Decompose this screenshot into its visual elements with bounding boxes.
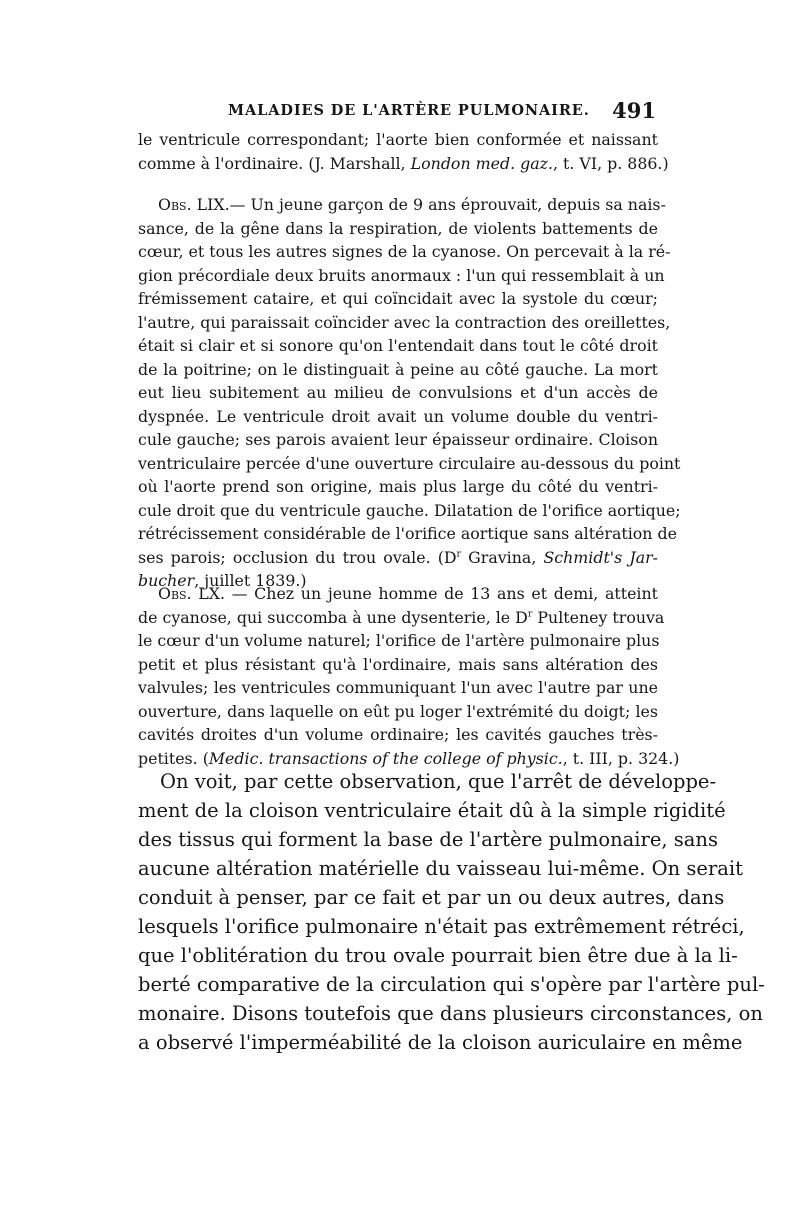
text-line: valvules; les ventricules communiquant l'un avec l'autre par une xyxy=(138,678,658,697)
observation-label: Obs. LIX. xyxy=(158,195,230,214)
discussion-paragraph xyxy=(138,767,765,1057)
text-line xyxy=(138,582,658,606)
text-line: frémissement cataire, et qui coïncidait avec la systole du cœur; xyxy=(138,289,658,308)
journal-citation: Schmidt's Jar- xyxy=(543,547,658,567)
text-line: conduit à penser, par ce fait et par un ou deux autres, dans xyxy=(138,886,725,909)
page-number: 491 xyxy=(612,98,656,123)
text-fragment: de cyanose, qui succomba à une dysenterie, le D xyxy=(138,607,528,627)
doctor-superscript: r xyxy=(527,608,533,620)
observation-label: Obs. LX. xyxy=(158,584,226,603)
text-line: de la poitrine; on le distinguait à peine au côté gauche. La mort xyxy=(138,359,658,379)
text-fragment: — Un jeune garçon de 9 ans éprouvait, depuis sa nais- xyxy=(229,195,666,214)
text-fragment: Pulteney trouva xyxy=(532,607,665,627)
text-line: rétrécissement considérable de l'orifice aortique sans altération de xyxy=(138,524,677,543)
observation-59 xyxy=(138,193,681,593)
text-line xyxy=(138,606,665,630)
text-fragment: petites. ( xyxy=(138,748,209,768)
citation-tail: , t. III, p. 324.) xyxy=(562,748,680,768)
text-line: cule droit que du ventricule gauche. Dilatation de l'orifice aortique; xyxy=(138,500,681,520)
text-line: aucune altération matérielle du vaisseau lui-même. On serait xyxy=(138,857,743,880)
text-line: dyspnée. Le ventricule droit avait un volume double du ventri- xyxy=(138,406,658,426)
text-line xyxy=(138,546,658,570)
text-line: l'autre, qui paraissait coïncider avec la contraction des oreillettes, xyxy=(138,312,671,332)
text-line: lesquels l'orifice pulmonaire n'était pas extrêmement rétréci, xyxy=(138,915,745,938)
text-fragment: comme à l'ordinaire. (J. Marshall, xyxy=(138,153,411,173)
text-line: gion précordiale deux bruits anormaux : l'un qui ressemblait à un xyxy=(138,265,665,285)
text-line: des tissus qui forment la base de l'artère pulmonaire, sans xyxy=(138,828,718,851)
text-line: où l'aorte prend son origine, mais plus large du côté du ventri- xyxy=(138,477,658,496)
text-line: cœur, et tous les autres signes de la cyanose. On percevait à la ré- xyxy=(138,242,671,261)
running-head xyxy=(138,98,658,128)
text-line: le cœur d'un volume naturel; l'orifice de l'artère pulmonaire plus xyxy=(138,631,660,650)
text-fragment: ses parois; occlusion du trou ovale. (D xyxy=(138,547,457,567)
citation-tail: , t. VI, p. 886.) xyxy=(553,153,669,173)
citation-author: Gravina, xyxy=(461,547,544,567)
text-line: ventriculaire percée d'une ouverture circulaire au-dessous du point xyxy=(138,453,681,473)
text-line: On voit, par cette observation, que l'arrêt de développe- xyxy=(160,770,717,793)
journal-citation: Medic. transactions of the college of physic. xyxy=(208,748,563,768)
intro-paragraph xyxy=(138,128,669,175)
text-line: eut lieu subitement au milieu de convulsions et d'un accès de xyxy=(138,383,658,402)
text-line: était si clair et si sonore qu'on l'entendait dans tout le côté droit xyxy=(138,336,658,355)
text-fragment: — Chez un jeune homme de 13 ans et demi, atteint xyxy=(225,584,658,603)
running-title: MALADIES DE L'ARTÈRE PULMONAIRE. xyxy=(228,102,590,119)
text-line: monaire. Disons toutefois que dans plusieurs circonstances, on xyxy=(138,1002,763,1025)
text-line: a observé l'imperméabilité de la cloison auriculaire en même xyxy=(138,1031,743,1054)
text-line: petit et plus résistant qu'à l'ordinaire, mais sans altération des xyxy=(138,654,658,674)
observation-60 xyxy=(138,582,680,770)
citation-tail: , juillet 1839.) xyxy=(194,571,307,590)
text-line: ouverture, dans laquelle on eût pu loger l'extrémité du doigt; les xyxy=(138,701,658,721)
doctor-superscript: r xyxy=(456,548,462,560)
text-line: le ventricule correspondant; l'aorte bien conformée et naissant xyxy=(138,130,658,149)
journal-citation: London med. gaz. xyxy=(410,153,553,173)
journal-citation: bucher xyxy=(138,571,195,590)
text-line xyxy=(138,193,666,217)
text-line xyxy=(138,152,669,176)
text-line: sance, de la gêne dans la respiration, de violents battements de xyxy=(138,218,658,238)
text-line: que l'oblitération du trou ovale pourrait bien être due à la li- xyxy=(138,944,738,967)
text-line: berté comparative de la circulation qui s'opère par l'artère pul- xyxy=(138,973,765,996)
text-line: cule gauche; ses parois avaient leur épaisseur ordinaire. Cloison xyxy=(138,430,658,449)
text-line: ment de la cloison ventriculaire était dû à la simple rigidité xyxy=(138,799,726,822)
text-line: cavités droites d'un volume ordinaire; les cavités gauches très- xyxy=(138,725,658,744)
